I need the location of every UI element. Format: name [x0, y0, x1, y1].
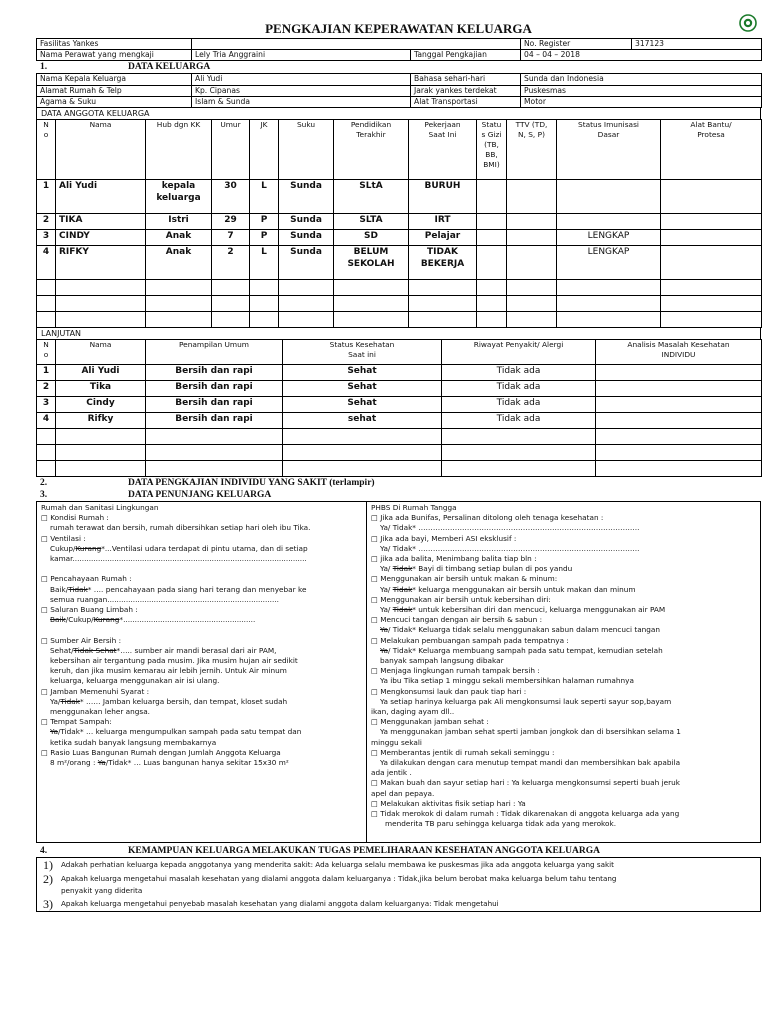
lanjutan-cell: Bersih dan rapi [146, 380, 283, 396]
member-cell: Pelajar [409, 229, 477, 245]
lanjutan-cell: 1 [37, 364, 56, 380]
members-header-cell: N o [37, 119, 56, 179]
member-row [37, 213, 762, 229]
member-cell: TIDAK BEKERJA [409, 245, 477, 279]
member-cell: Sunda [279, 179, 334, 213]
lanjutan-cell [596, 396, 762, 412]
member-cell [661, 213, 762, 229]
member-cell: Istri [146, 213, 212, 229]
phbs-column: PHBS Di Rumah Tangga □ Jika ada Bunifas, Persalinan ditolong oleh tenaga kesehatan : Ya/ Tidak* ………………………………………………………………………………. □ Jika ada bayi, Memberi ASI eksklusif : Ya/ Tidak* ………………………………………………………………………………. □ jika ada balita, Menimbang balita tiap bln : Ya/ Tidak* Bayi di timbang setiap bulan di pos yandu □ Menggunakan air bersih untuk makan & minum: Ya/ Tidak* keluarga menggunakan air bersih untuk makan dan minum □ Menggunakan air bersih untuk kebersihan diri: Ya/ Tidak* untuk kebersihan diri dan mencuci, keluarga menggunakan air PAM □ Mencuci tangan dengan air bersih & sabun : Ya/ Tidak* Keluarga tidak selalu menggunakan sabun dalam mencuci tangan □ Melakukan pembuangan sampah pada tempatnya : Ya/ Tidak* Keluarga membuang sampah pada satu tempat, kemudian setelah banyak sampah langsung dibakar □ Menjaga lingkungan rumah tampak bersih : Ya ibu Tika setiap 1 minggu sekali membersihkan halaman rumahnya □ Mengkonsumsi lauk dan pauk tiap hari : Ya setiap harinya keluarga pak Ali mengkonsumsi lauk seperti sayur sop,bayam ikan, daging ayam dll.. □ Menggunakan jamban sehat : Ya menggunakan jamban sehat sperti jamban jongkok dan di bsersihkan selama 1 minggu sekali □ Memberantas jentik di rumah sekali seminggu : Ya dilakukan dengan cara menutup tempat mandi dan membersihkan bak apabila ada jentik . □ Makan buah dan sayur setiap hari : Ya keluarga mengkonsumsi seperti buah jeruk apel dan pepaya. □ Melakukan aktivitas fisik setiap hari : Ya □ Tidak merokok di dalam rumah : Tidak dikarenakan di anggota keluarga ada yang menderita TB paru sehingga keluarga tidak ada yang merokok. [371, 502, 681, 829]
lanjutan-header-cell: Nama [56, 339, 146, 364]
member-cell: 2 [37, 213, 56, 229]
member-cell: RIFKY [56, 245, 146, 279]
lanjutan-cell: Sehat [283, 396, 442, 412]
health-ministry-logo-icon [739, 14, 757, 32]
lanjutan-header-cell: Penampilan Umum [146, 339, 283, 364]
members-header-cell: Suku [279, 119, 334, 179]
nurse-value: Lely Tria Anggraini [192, 50, 411, 61]
member-cell: LENGKAP [557, 245, 661, 279]
member-cell: P [250, 229, 279, 245]
member-cell: Sunda [279, 245, 334, 279]
member-cell [477, 245, 507, 279]
member-cell: BURUH [409, 179, 477, 213]
member-cell: 30 [212, 179, 250, 213]
register-label: No. Register [524, 39, 571, 48]
lanjutan-row [37, 380, 762, 396]
members-header-cell: JK [250, 119, 279, 179]
lanjutan-cell: Rifky [56, 412, 146, 428]
member-cell: TIKA [56, 213, 146, 229]
family-row: Nama Kepala Keluarga Ali Yudi Bahasa sehari-hari Sunda dan Indonesia [37, 74, 762, 85]
lanjutan-row [37, 364, 762, 380]
section-2-heading: 2. DATA PENGKAJIAN INDIVIDU YANG SAKIT (terlampir) [40, 477, 375, 488]
empty-row [37, 279, 762, 295]
member-cell [477, 213, 507, 229]
members-title: DATA ANGGOTA KELUARGA [36, 108, 761, 119]
member-cell: 1 [37, 179, 56, 213]
lanjutan-row [37, 412, 762, 428]
empty-row [37, 444, 762, 460]
member-cell: Anak [146, 245, 212, 279]
support-data-box [36, 501, 761, 843]
lanjutan-table [36, 339, 762, 477]
lanjutan-cell: Tidak ada [442, 380, 596, 396]
member-row [37, 179, 762, 213]
register-value: 317123 [631, 39, 664, 49]
members-header-cell: Umur [212, 119, 250, 179]
family-row: Agama & Suku Islam & Sunda Alat Transportasi Motor [37, 96, 762, 107]
date-value: 04 – 04 – 2018 [521, 50, 762, 61]
lanjutan-cell: Tika [56, 380, 146, 396]
member-cell: SLtA [334, 179, 409, 213]
member-cell: 29 [212, 213, 250, 229]
task-row: 1) Adakah perhatian keluarga kepada anggotanya yang menderita sakit: Ada keluarga selalu membawa ke puskesmas jika ada anggota keluarga yang sakit [43, 857, 614, 872]
lanjutan-cell: Sehat [283, 364, 442, 380]
lanjutan-cell: Sehat [283, 380, 442, 396]
member-cell: L [250, 245, 279, 279]
member-cell [477, 179, 507, 213]
member-cell: Sunda [279, 229, 334, 245]
section-1-heading: 1. DATA KELUARGA [40, 62, 211, 73]
lanjutan-cell: Ali Yudi [56, 364, 146, 380]
members-header-cell: Pendidikan Terakhir [334, 119, 409, 179]
member-cell [507, 179, 557, 213]
member-cell: SD [334, 229, 409, 245]
member-cell: SLTA [334, 213, 409, 229]
member-cell: L [250, 179, 279, 213]
page-title: PENGKAJIAN KEPERAWATAN KELUARGA [265, 21, 532, 36]
member-cell: 2 [212, 245, 250, 279]
member-cell: Sunda [279, 213, 334, 229]
members-header-cell: Pekerjaan Saat Ini [409, 119, 477, 179]
member-cell [661, 229, 762, 245]
lanjutan-cell: 4 [37, 412, 56, 428]
member-cell: IRT [409, 213, 477, 229]
member-cell: 3 [37, 229, 56, 245]
members-header-cell: TTV (TD, N, S, P) [507, 119, 557, 179]
member-cell: 4 [37, 245, 56, 279]
member-cell [507, 229, 557, 245]
lanjutan-cell [596, 380, 762, 396]
lanjutan-cell: 3 [37, 396, 56, 412]
section-3-heading: 3. DATA PENUNJANG KELUARGA [40, 489, 272, 500]
member-cell: CINDY [56, 229, 146, 245]
members-table [36, 119, 762, 328]
lanjutan-cell: Bersih dan rapi [146, 364, 283, 380]
lanjutan-cell: Cindy [56, 396, 146, 412]
member-cell: LENGKAP [557, 229, 661, 245]
lanjutan-title: LANJUTAN [36, 328, 761, 339]
member-cell [661, 245, 762, 279]
member-cell [507, 213, 557, 229]
facility-value [192, 39, 521, 50]
task-row: 3) Apakah keluarga mengetahui penyebab masalah kesehatan yang dialami anggota dalam keluarganya: Tidak mengetahui [43, 896, 499, 911]
member-row [37, 245, 762, 279]
member-cell: BELUM SEKOLAH [334, 245, 409, 279]
lanjutan-cell: sehat [283, 412, 442, 428]
empty-row [37, 295, 762, 311]
lanjutan-cell: Bersih dan rapi [146, 412, 283, 428]
empty-row [37, 460, 762, 476]
family-table [36, 73, 762, 108]
date-label: Tanggal Pengkajian [411, 50, 521, 61]
members-header-cell: Statu s Gizi (TB, BB, BMI) [477, 119, 507, 179]
family-row: Alamat Rumah & Telp Kp. Cipanas Jarak yankes terdekat Puskesmas [37, 85, 762, 96]
member-cell [507, 245, 557, 279]
lanjutan-cell [596, 412, 762, 428]
member-cell: kepala keluarga [146, 179, 212, 213]
member-cell: Anak [146, 229, 212, 245]
members-header-cell: Nama [56, 119, 146, 179]
lanjutan-header-cell: Status Kesehatan Saat ini [283, 339, 442, 364]
members-header-cell: Alat Bantu/ Protesa [661, 119, 762, 179]
lanjutan-cell: Bersih dan rapi [146, 396, 283, 412]
member-cell: 7 [212, 229, 250, 245]
lanjutan-cell: Tidak ada [442, 412, 596, 428]
facility-label: Fasilitas Yankes [37, 39, 192, 50]
member-cell [477, 229, 507, 245]
member-cell: P [250, 213, 279, 229]
lanjutan-row [37, 396, 762, 412]
lanjutan-cell: Tidak ada [442, 364, 596, 380]
member-cell: Ali Yudi [56, 179, 146, 213]
lanjutan-cell [596, 364, 762, 380]
empty-row [37, 311, 762, 327]
members-header-cell: Hub dgn KK [146, 119, 212, 179]
sanitation-column: Rumah dan Sanitasi Lingkungan □ Kondisi Rumah : rumah terawat dan bersih, rumah dibersihkan setiap hari oleh ibu Tika. □ Ventilasi : Cukup/Kurang*...Ventilasi udara terdapat di pintu utama, dan di setiap kamar..................................................................................................... □ Pencahayaan Rumah : Baik/Tidak* …. pencahayaan pada siang hari terang dan menyebar ke semua ruangan.......................................................................... □ Saluran Buang Limbah : Baik/Cukup/Kurang*......................................................... □ Sumber Air Bersih : Sehat/Tidak Sehat*….. sumber air mandi berasal dari air PAM, kebersihan air tergantung pada musim. Jika musim hujan air sedikit keruh, dan jika musim kemarau air lebih jernih. Untuk Air minum keluarga, keluarga menggunakan air isi ulang. □ Jamban Memenuhi Syarat : Ya/Tidak* …… Jamban keluarga bersih, dan tempat, kloset sudah menggunakan leher angsa. □ Tempat Sampah: Ya/Tidak* … keluarga mengumpulkan sampah pada satu tempat dan ketika sudah banyak langsung membakarnya □ Rasio Luas Bangunan Rumah dengan Jumlah Anggota Keluarga 8 m²/orang : Ya/Tidak* … Luas bangunan hanya sekitar 15x30 m² [37, 502, 367, 842]
task-row: 2) Apakah keluarga mengetahui masalah kesehatan yang dialami anggota dalam keluarganya : Tidak,jika belum berobat maka keluarga belum tahu tentang penyakit yang diderita [43, 871, 617, 895]
member-cell [557, 213, 661, 229]
tasks-box [36, 857, 761, 912]
member-cell [661, 179, 762, 213]
lanjutan-cell: Tidak ada [442, 396, 596, 412]
register-cell [521, 39, 762, 50]
members-header-cell: Status Imunisasi Dasar [557, 119, 661, 179]
member-row [37, 229, 762, 245]
member-cell [557, 179, 661, 213]
lanjutan-header-cell: N o [37, 339, 56, 364]
lanjutan-header-cell: Analisis Masalah Kesehatan INDIVIDU [596, 339, 762, 364]
section-4-heading: 4. KEMAMPUAN KELUARGA MELAKUKAN TUGAS PEMELIHARAAN KESEHATAN ANGGOTA KELUARGA [40, 845, 600, 856]
nurse-label: Nama Perawat yang mengkaji [37, 50, 192, 61]
identity-table [36, 38, 762, 61]
empty-row [37, 428, 762, 444]
lanjutan-header-cell: Riwayat Penyakit/ Alergi [442, 339, 596, 364]
lanjutan-cell: 2 [37, 380, 56, 396]
